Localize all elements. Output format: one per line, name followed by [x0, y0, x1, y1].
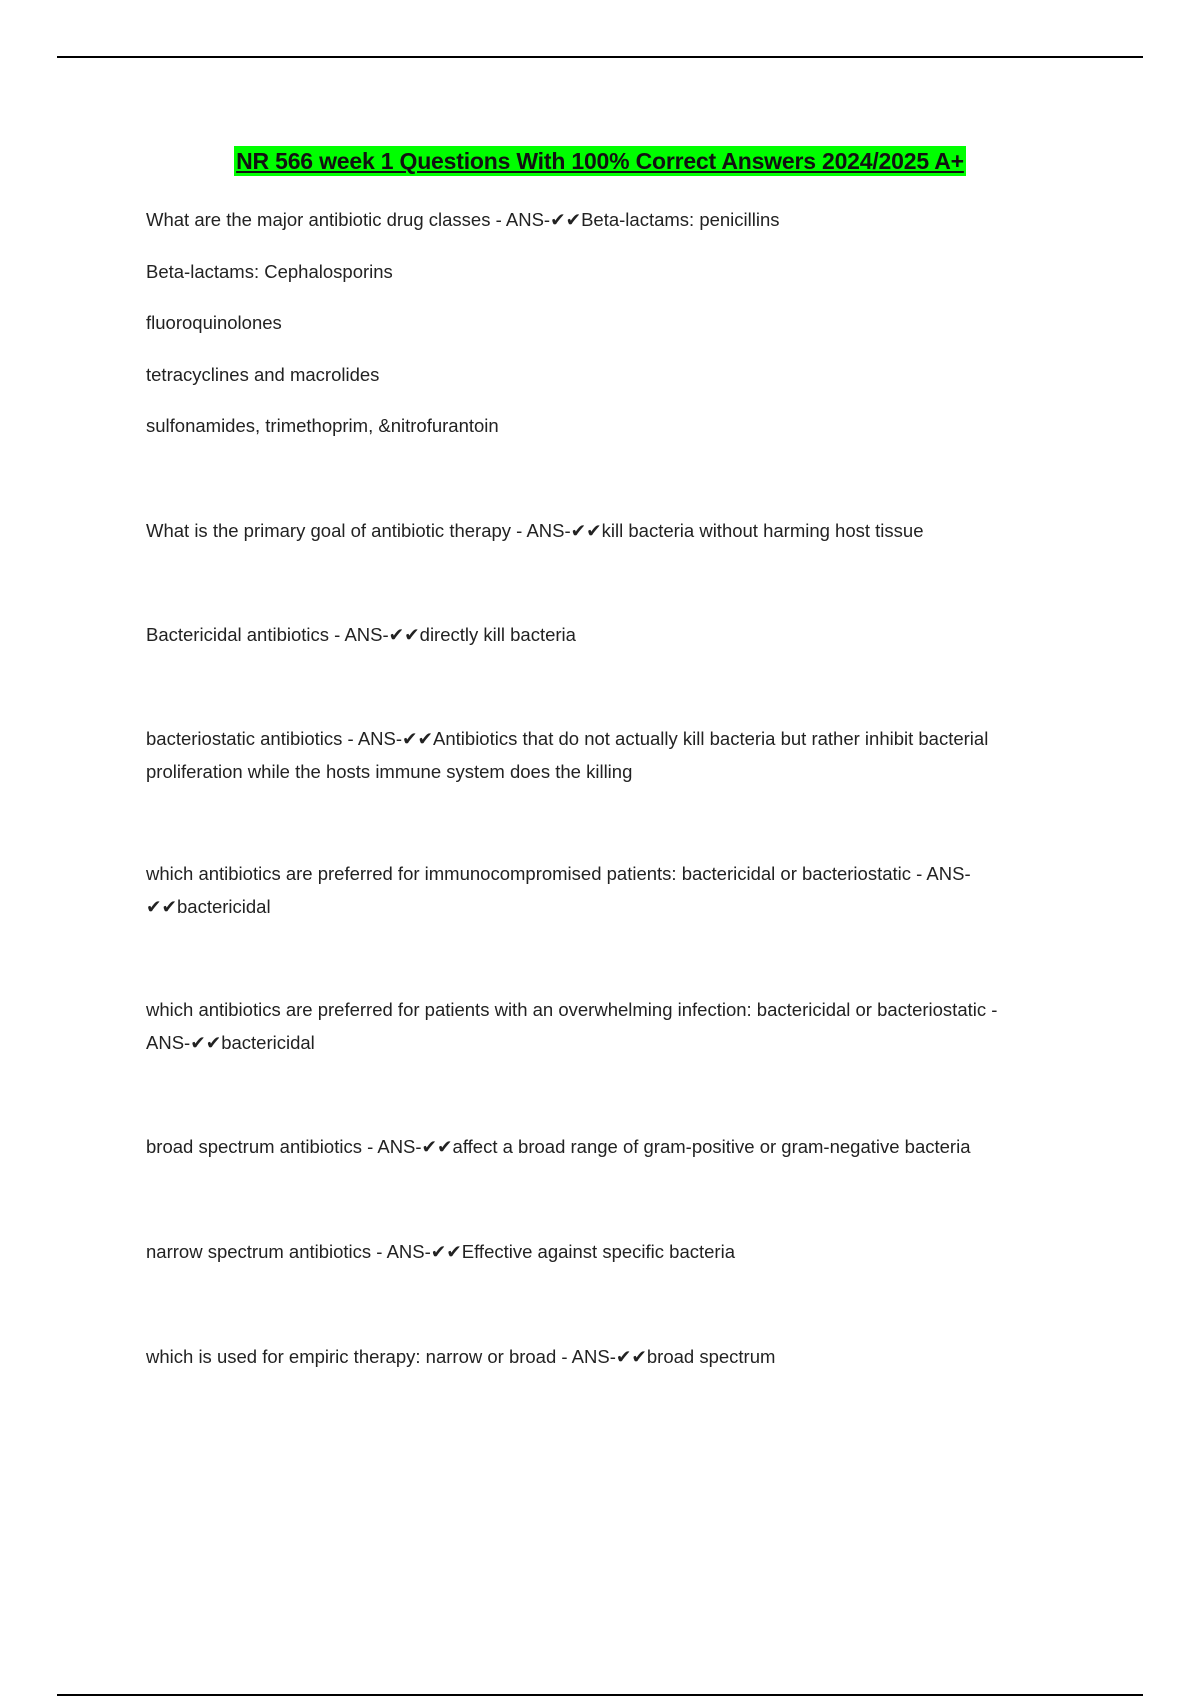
qa-line-2: Beta-lactams: Cephalosporins — [146, 261, 393, 282]
qa-line-9: which antibiotics are preferred for immunocompromised patients: bactericidal or bacteriostatic - ANS-✔✔bactericidal — [146, 863, 971, 917]
qa-line-3: fluoroquinolones — [146, 312, 282, 333]
bottom-rule — [57, 1694, 1143, 1696]
document-title: NR 566 week 1 Questions With 100% Correct Answers 2024/2025 A+ — [236, 148, 964, 174]
qa-line-12: narrow spectrum antibiotics - ANS-✔✔Effective against specific bacteria — [146, 1241, 735, 1262]
qa-line-11: broad spectrum antibiotics - ANS-✔✔affect a broad range of gram-positive or gram-negative bacteria — [146, 1136, 971, 1157]
top-rule — [57, 56, 1143, 58]
qa-line-6: What is the primary goal of antibiotic therapy - ANS-✔✔kill bacteria without harming host tissue — [146, 520, 924, 541]
qa-line-7: Bactericidal antibiotics - ANS-✔✔directly kill bacteria — [146, 624, 576, 645]
qa-line-4: tetracyclines and macrolides — [146, 364, 380, 385]
qa-line-1: What are the major antibiotic drug classes - ANS-✔✔Beta-lactams: penicillins — [146, 209, 780, 230]
title-container — [0, 146, 1200, 176]
qa-line-10: which antibiotics are preferred for patients with an overwhelming infection: bactericidal or bacteriostatic - ANS-✔✔bactericidal — [146, 999, 998, 1053]
qa-line-13: which is used for empiric therapy: narrow or broad - ANS-✔✔broad spectrum — [146, 1346, 776, 1367]
qa-line-8: bacteriostatic antibiotics - ANS-✔✔Antibiotics that do not actually kill bacteria but rather inhibit bacterial proliferation while the hosts immune system does the killing — [146, 728, 989, 782]
qa-line-5: sulfonamides, trimethoprim, &nitrofurantoin — [146, 415, 499, 436]
